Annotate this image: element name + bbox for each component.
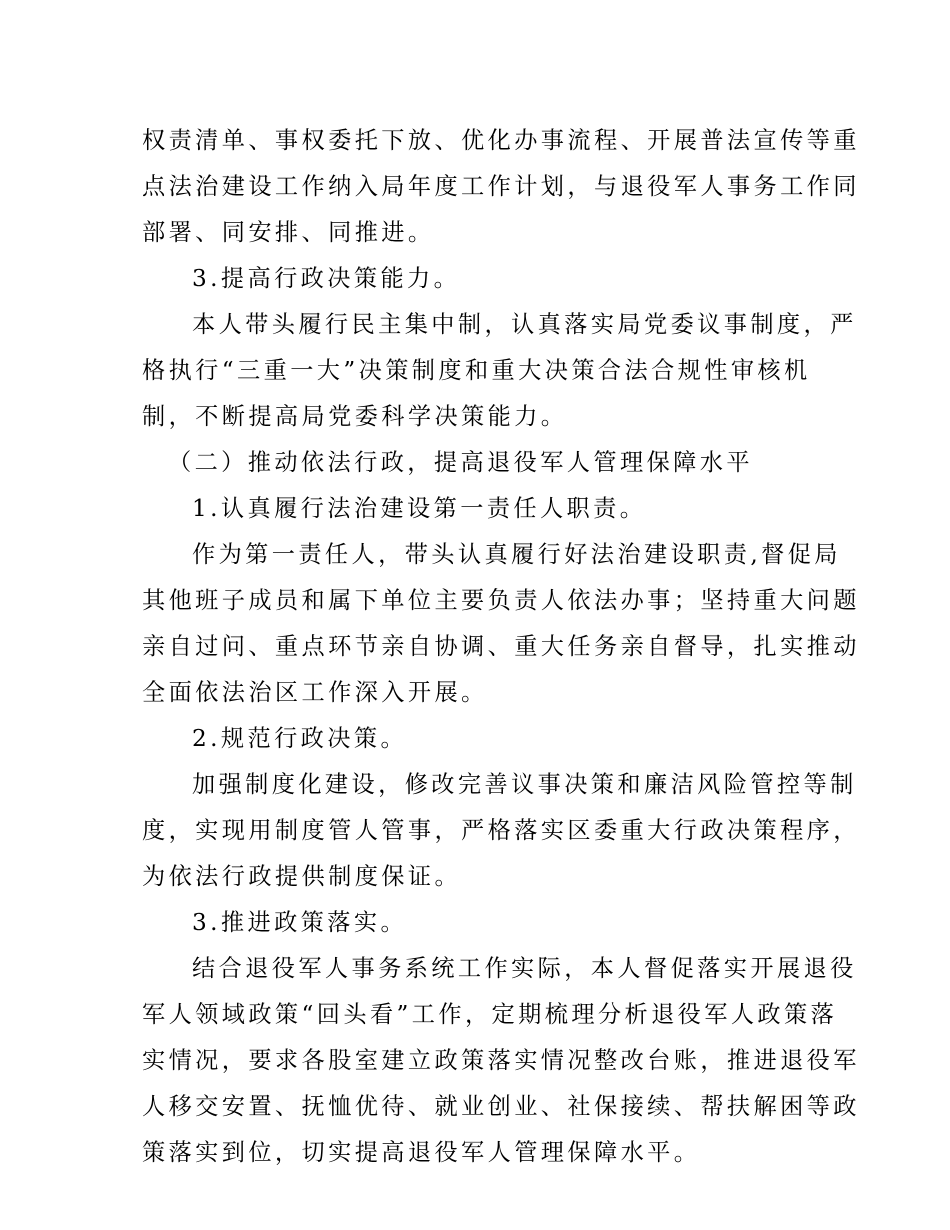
paragraph-line: 部署、同安排、同推进。 bbox=[142, 219, 435, 246]
paragraph-line: 制，不断提高局党委科学决策能力。 bbox=[142, 403, 568, 430]
chapter-heading: （二）推动依法行政，提高退役军人管理保障水平 bbox=[168, 449, 753, 476]
section-heading: 1.认真履行法治建设第一责任人职责。 bbox=[192, 495, 647, 522]
paragraph-line: 结合退役军人事务系统工作实际，本人督促落实开展退役 bbox=[192, 955, 857, 982]
paragraph-line: 为依法行政提供制度保证。 bbox=[142, 863, 462, 890]
paragraph-line: 格执行“三重一大”决策制度和重大决策合法合规性审核机 bbox=[142, 357, 811, 384]
section-heading: 2.规范行政决策。 bbox=[192, 725, 408, 752]
section-heading: 3.推进政策落实。 bbox=[192, 909, 408, 936]
paragraph-line: 加强制度化建设，修改完善议事决策和廉洁风险管控等制 bbox=[192, 771, 857, 798]
paragraph-line: 实情况，要求各股室建立政策落实情况整改台账，推进退役军 bbox=[142, 1047, 860, 1074]
paragraph-line: 其他班子成员和属下单位主要负责人依法办事；坚持重大问题 bbox=[142, 587, 860, 614]
paragraph-line: 作为第一责任人，带头认真履行好法治建设职责,督促局 bbox=[192, 541, 841, 568]
paragraph-line: 人移交安置、抚恤优待、就业创业、社保接续、帮扶解困等政 bbox=[142, 1093, 860, 1120]
paragraph-line: 权责清单、事权委托下放、优化办事流程、开展普法宣传等重 bbox=[142, 127, 860, 154]
paragraph-line: 点法治建设工作纳入局年度工作计划，与退役军人事务工作同 bbox=[142, 173, 860, 200]
paragraph-line: 亲自过问、重点环节亲自协调、重大任务亲自督导，扎实推动 bbox=[142, 633, 860, 660]
paragraph-line: 策落实到位，切实提高退役军人管理保障水平。 bbox=[142, 1139, 701, 1166]
paragraph-line: 度，实现用制度管人管事，严格落实区委重大行政决策程序， bbox=[142, 817, 860, 844]
paragraph-line: 本人带头履行民主集中制，认真落实局党委议事制度，严 bbox=[192, 311, 857, 338]
section-heading: 3.提高行政决策能力。 bbox=[192, 265, 461, 292]
paragraph-line: 全面依法治区工作深入开展。 bbox=[142, 679, 488, 706]
document-body bbox=[142, 118, 860, 1176]
paragraph-line: 军人领域政策“回头看”工作，定期梳理分析退役军人政策落 bbox=[142, 1001, 838, 1028]
